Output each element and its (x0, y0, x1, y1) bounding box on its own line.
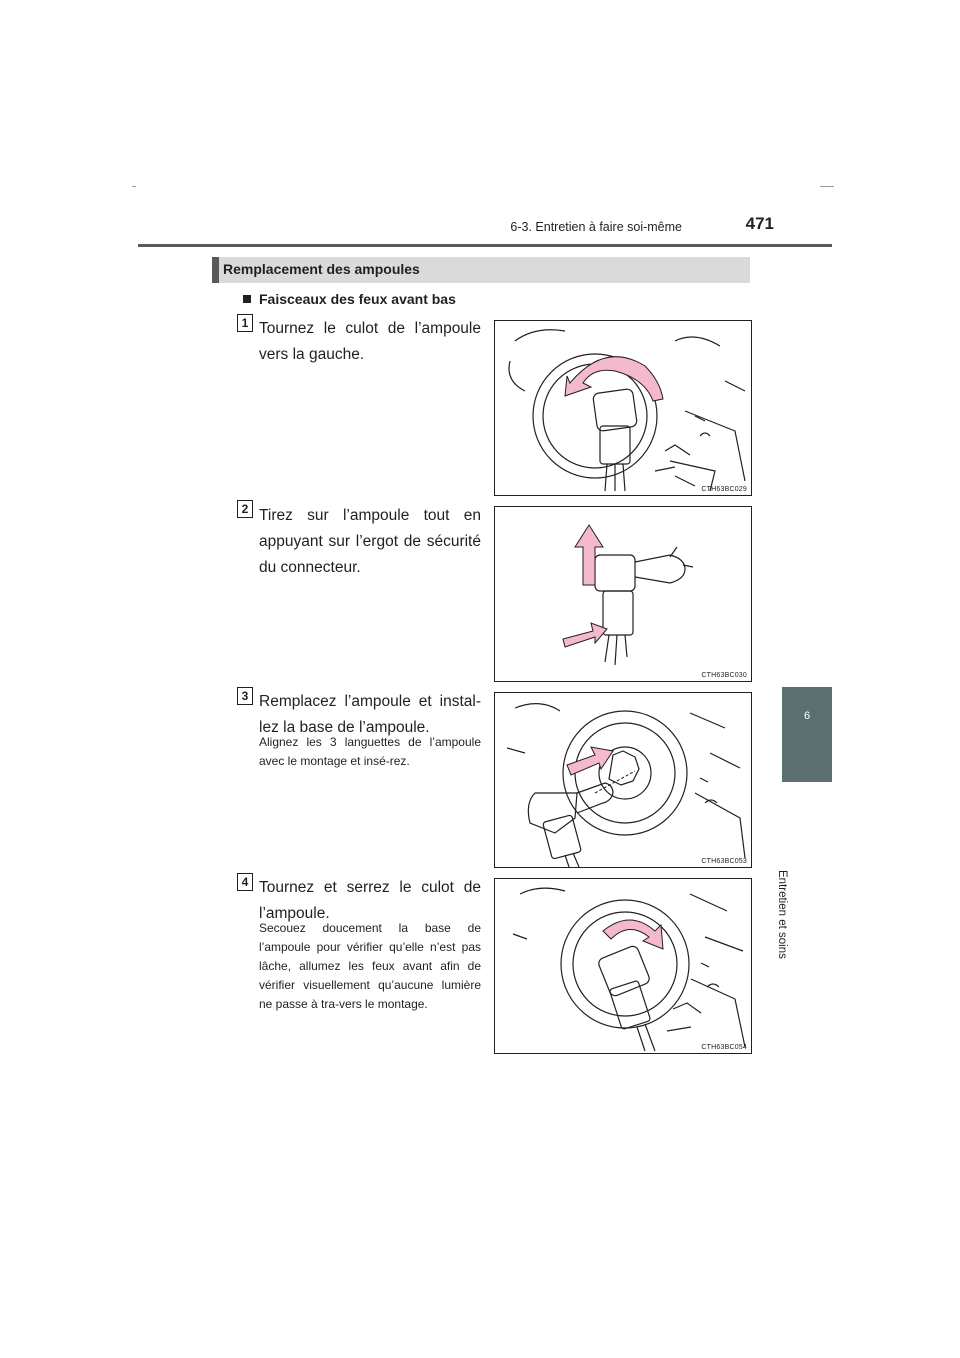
rotate-left-arrow-icon (565, 357, 663, 401)
figure-code-1: CTH63BC029 (701, 486, 747, 493)
step-text-3: Remplacez l’ampoule et instal-lez la base de l’ampoule. (259, 693, 481, 736)
crop-mark-left (132, 186, 136, 187)
step-number-3: 3 (237, 687, 253, 705)
figure-code-4: CTH63BC054 (701, 1044, 747, 1051)
step-text-2: Tirez sur l’ampoule tout en appuyant sur l’ergot de sécurité du connecteur. (259, 507, 481, 576)
page-number: 471 (745, 214, 774, 233)
step-number-1: 1 (237, 314, 253, 332)
figure-2-illustration (495, 507, 751, 681)
figure-1-illustration (495, 321, 751, 495)
step-note-4: Secouez doucement la base de l’ampoule pour vérifier qu’elle n’est pas lâche, allumez les feux avant afin de vérifier visuellement qu’aucune lumière ne passe à tra-vers le montage. (259, 921, 481, 1011)
square-bullet-icon (243, 295, 251, 303)
figure-3-illustration (495, 693, 751, 867)
figure-step-2 (494, 506, 752, 682)
press-tab-arrow-icon (563, 623, 607, 647)
chapter-tab-label: Entretien et soins (776, 870, 788, 959)
step-note-3: Alignez les 3 languettes de l’ampoule avec le montage et insé-rez. (259, 735, 481, 768)
step-text-4: Tournez et serrez le culot de l’ampoule. (259, 879, 481, 922)
step-text-1: Tournez le culot de l’ampoule vers la gauche. (259, 320, 481, 363)
step-number-2: 2 (237, 500, 253, 518)
header-rule (138, 244, 832, 247)
subheading (243, 291, 456, 307)
subheading-text: Faisceaux des feux avant bas (259, 291, 456, 307)
section-title: Remplacement des ampoules (223, 261, 420, 277)
figure-step-4 (494, 878, 752, 1054)
figure-step-1 (494, 320, 752, 496)
figure-4-illustration (495, 879, 751, 1053)
figure-code-3: CTH63BC053 (701, 858, 747, 865)
crop-mark-right (820, 186, 834, 187)
chapter-tab-number: 6 (803, 710, 811, 722)
chapter-tab (782, 687, 832, 782)
step-number-4: 4 (237, 873, 253, 891)
header-section-title: 6-3. Entretien à faire soi-même (510, 220, 682, 234)
figure-step-3 (494, 692, 752, 868)
rotate-right-arrow-icon (603, 920, 663, 949)
figure-code-2: CTH63BC030 (701, 672, 747, 679)
insert-bulb-arrow-icon (567, 747, 613, 775)
